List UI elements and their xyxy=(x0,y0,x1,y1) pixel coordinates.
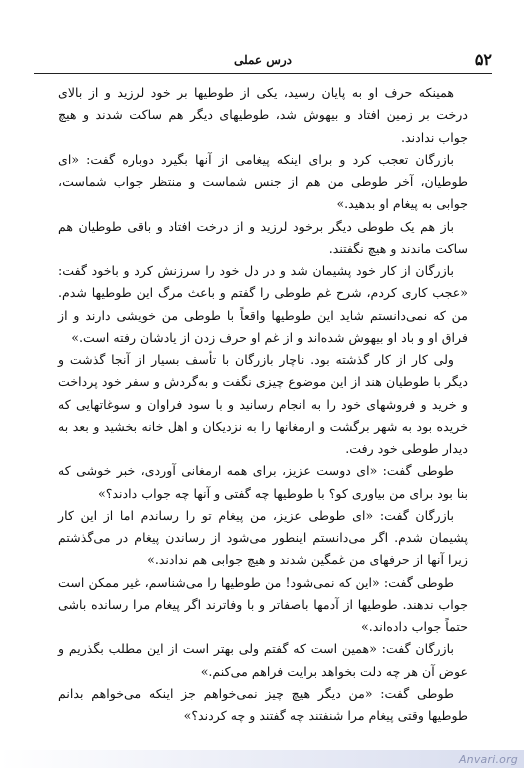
paragraph: ولی کار از کار گذشته بود. ناچار بازرگان با تأسف بسیار از آنجا گذشت و دیگر با طوطیان هند از این موضوع چیزی نگفت و به‌گردش و سفر خود پرداخت و خرید و فروشهای خود را به انجام رسانید و با سود فراوان و سوغاتهایی که خریده بود به شهر برگشت و ارمغانها را به نزدیکان و اهل خانه بخشید و بعد به دیدار طوطی خود رفت. xyxy=(58,352,468,456)
running-title: درس عملی xyxy=(233,53,293,67)
page-number: ۵۲ xyxy=(474,50,492,69)
paragraph: بازرگان از کار خود پشیمان شد و در دل خود را سرزنش کرد و باخود گفت: «عجب کاری کردم، شرح غم طوطی را گفتم و باعث مرگ این طوطیها شدم. من که نمی‌دانستم شاید این طوطیها واقعاً با طوطی من خویشی دارند و از فراق او و باد او بیهوش شده‌اند و از غم او حرف زدن از یادشان رفته است.» xyxy=(58,263,468,345)
header-rule xyxy=(34,73,492,74)
paragraph: طوطی گفت: «این که نمی‌شود! من طوطیها را می‌شناسم، غیر ممکن است جواب ندهند. طوطیها از آدمها باصفاتر و با وفاترند اگر پیغام مرا رسانده باشی حتماً جواب داده‌اند.» xyxy=(58,574,468,634)
paragraph: طوطی گفت: «من دیگر هیچ چیز نمی‌خواهم جز اینکه می‌خواهم بدانم طوطیها وقتی پیغام مرا شنفتند چه گفتند و چه کردند؟» xyxy=(58,685,468,723)
paragraph: باز هم یک طوطی دیگر برخود لرزید و از درخت افتاد و باقی طوطیان هم ساکت ماندند و هیچ نگفتند. xyxy=(58,218,468,256)
watermark: Anvari.org xyxy=(458,753,518,766)
footer-bar xyxy=(0,750,524,768)
body-text xyxy=(58,82,468,727)
paragraph: طوطی گفت: «ای دوست عزیز، برای همه ارمغانی آوردی، خبر خوشی که بنا بود برای من بیاوری کو؟ با طوطیها چه گفتی و آنها چه جواب دادند؟» xyxy=(58,463,468,501)
page-header xyxy=(34,50,492,72)
paragraph: همینکه حرف او به پایان رسید، یکی از طوطیها بر خود لرزید و از بالای درخت بر زمین افتاد و بیهوش شد، طوطیهای دیگر هم ساکت شدند و هیچ جواب ندادند. xyxy=(58,85,468,145)
paragraph: بازرگان گفت: «همین است که گفتم ولی بهتر است از این مطلب بگذریم و عوض آن هر چه دلت بخواهد برایت فراهم می‌کنم.» xyxy=(58,641,468,679)
paragraph: بازرگان تعجب کرد و برای اینکه پیغامی از آنها بگیرد دوباره گفت: «ای طوطیان، آخر طوطی من هم از جنس شماست و منتظر جواب شماست، جوابی به پیغام او بدهید.» xyxy=(58,151,468,212)
paragraph: بازرگان گفت: «ای طوطی عزیز، من پیغام تو را رساندم اما از این کار پشیمان شدم. اگر می‌دانستم اینطور می‌شود از رساندن پیغام در می‌گذشتم زیرا آنها از حرفهای من غمگین شدند و هیچ جوابی هم ندادند.» xyxy=(58,507,468,568)
